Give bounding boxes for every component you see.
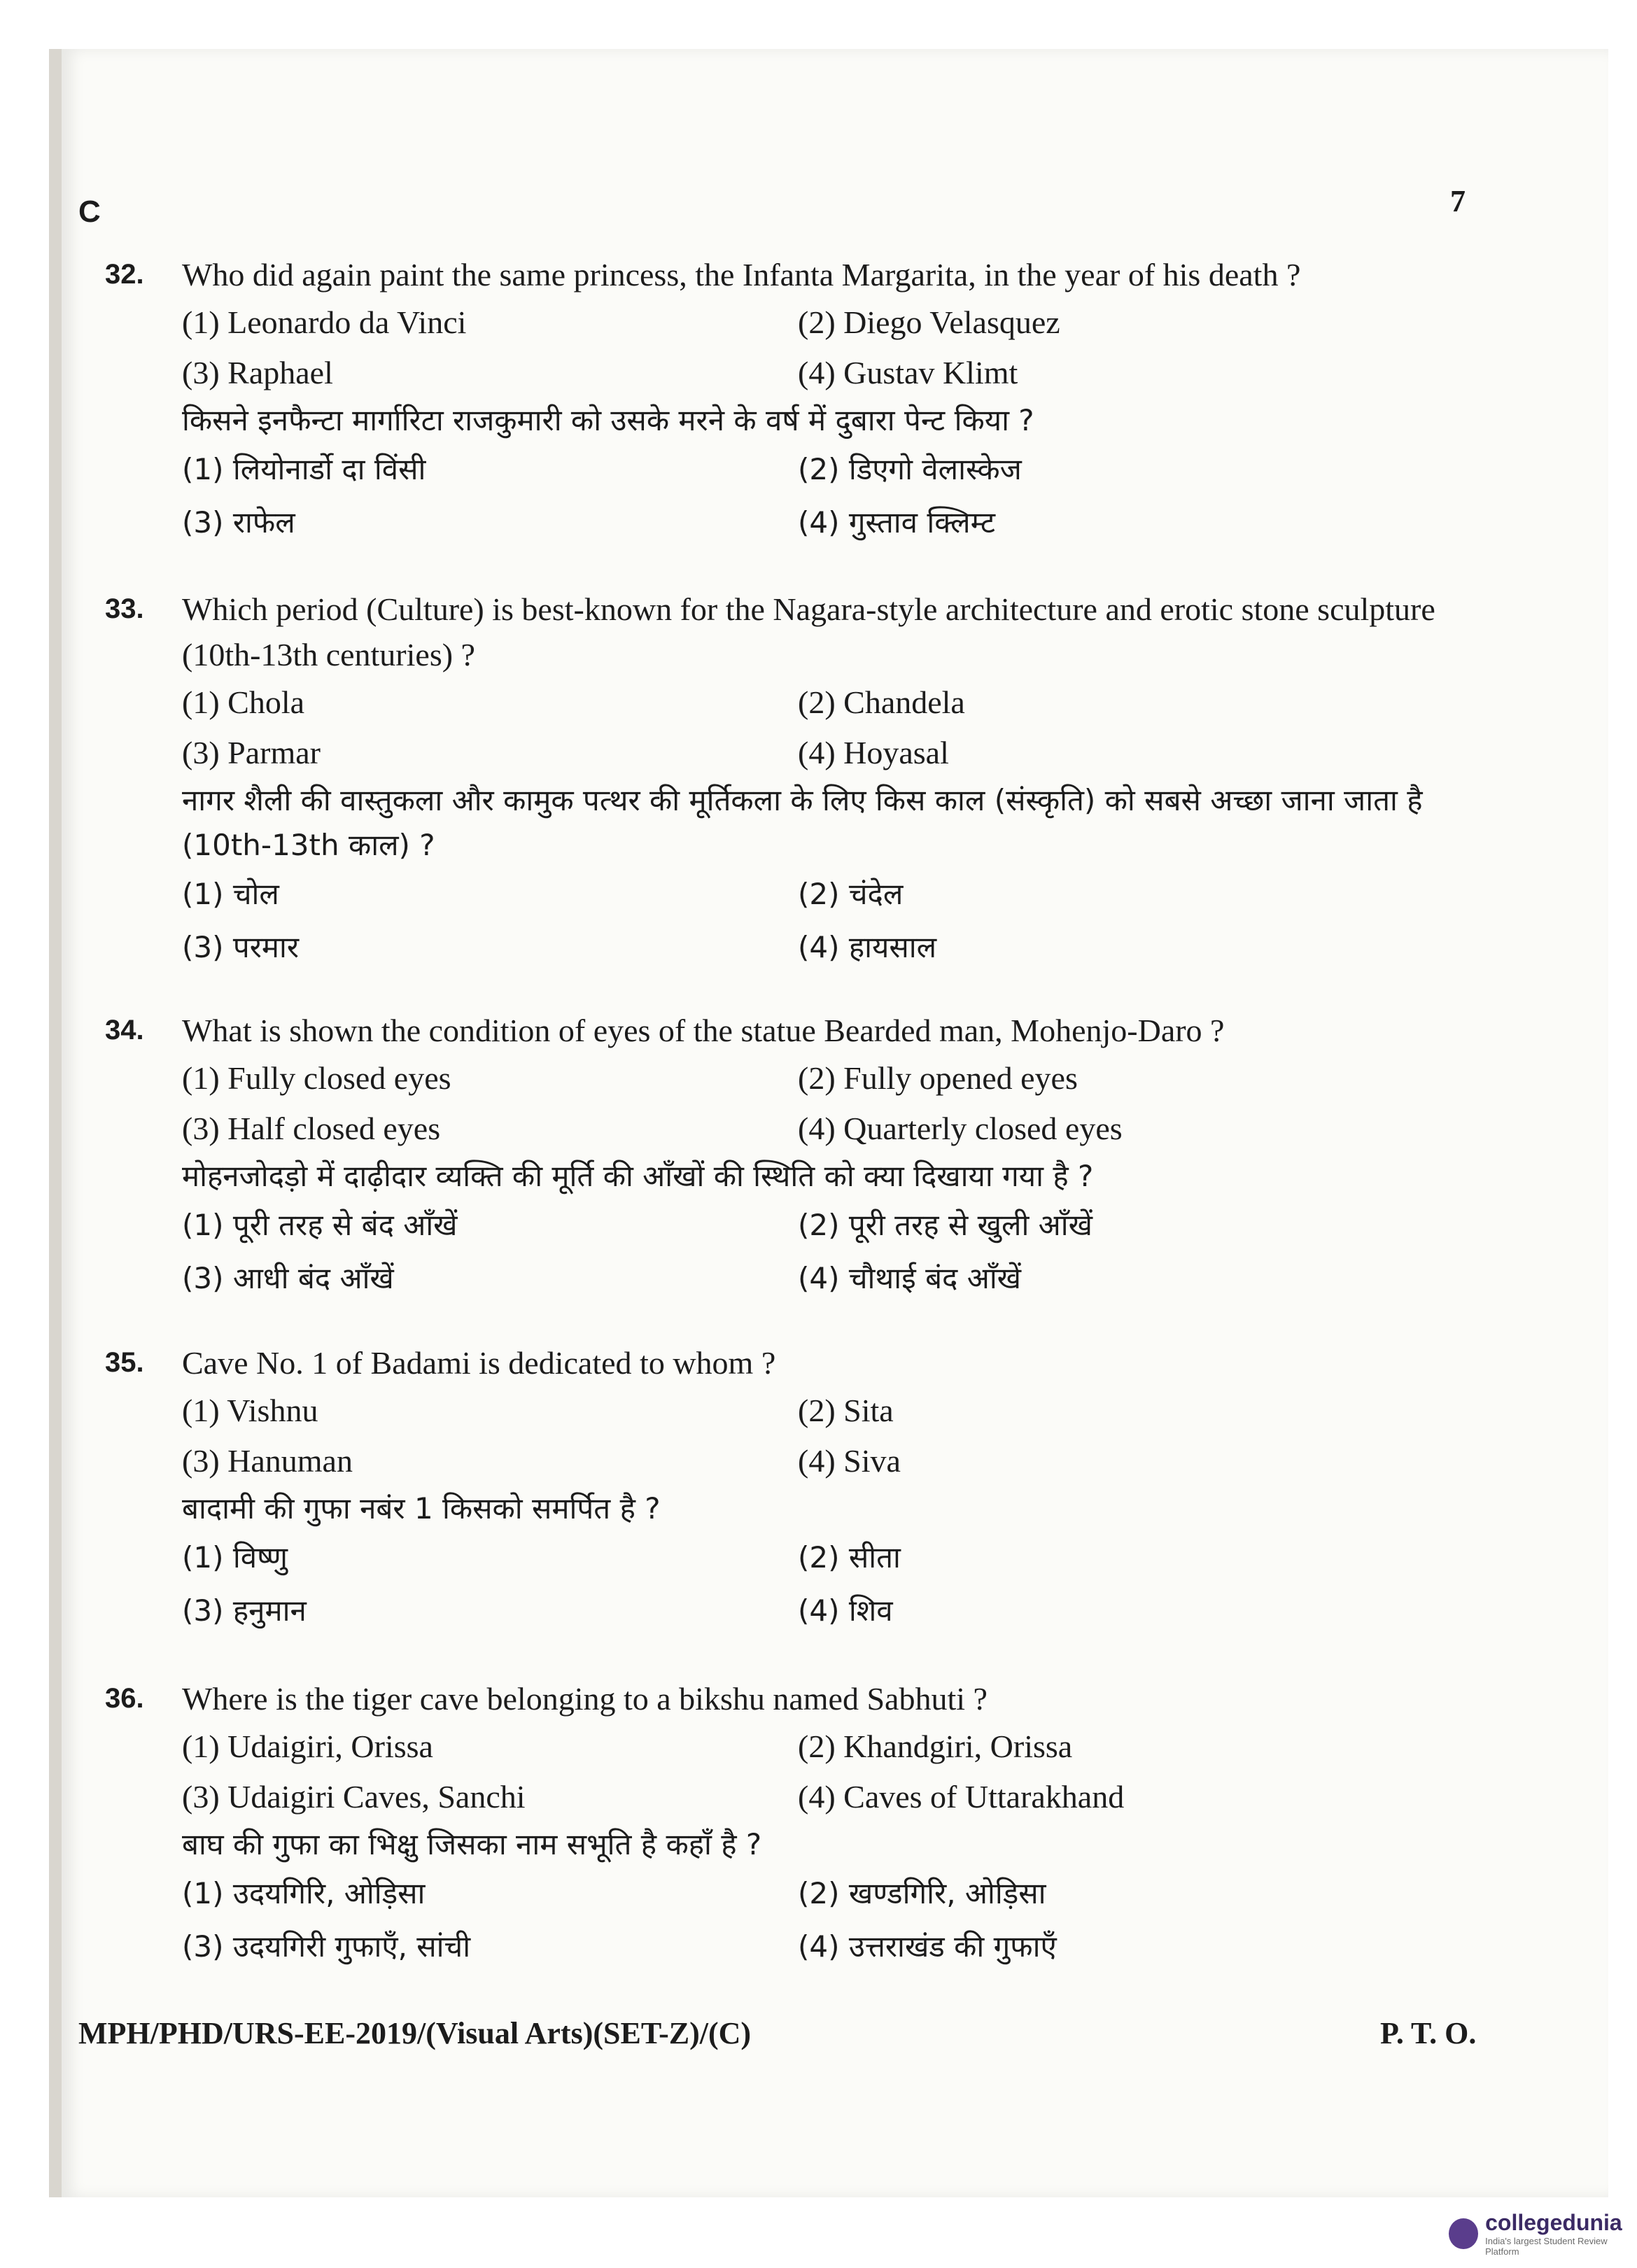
- option: (1) Leonardo da Vinci: [182, 304, 467, 340]
- option: (2) खण्डगिरि, ओड़िसा: [798, 1876, 1046, 1910]
- option: (3) राफेल: [182, 505, 295, 540]
- option: (2) सीता: [798, 1540, 901, 1575]
- question-text-en: Where is the tiger cave belonging to a bikshu named Sabhuti ?: [182, 1681, 988, 1717]
- pto-label: P. T. O.: [1380, 2016, 1477, 2050]
- question-33: [105, 586, 1477, 974]
- options-hi: [105, 1531, 1477, 1637]
- option: (3) आधी बंद आँखें: [182, 1261, 394, 1295]
- option: (1) उदयगिरि, ओड़िसा: [182, 1876, 426, 1910]
- option: (4) Gustav Klimt: [798, 355, 1018, 390]
- option: (4) हायसाल: [798, 930, 937, 964]
- option: (2) डिएगो वेलास्केज: [798, 452, 1022, 486]
- question-text-hi: किसने इनफैन्टा मार्गारिटा राजकुमारी को उसके मरने के वर्ष में दुबारा पेन्ट किया ?: [182, 403, 1034, 437]
- options-hi: [105, 1199, 1477, 1305]
- option: (1) Fully closed eyes: [182, 1060, 451, 1096]
- option: (4) चौथाई बंद आँखें: [798, 1261, 1021, 1295]
- option: (4) Hoyasal: [798, 735, 949, 770]
- question-text-en: Who did again paint the same princess, the Infanta Margarita, in the year of his death ?: [182, 257, 1301, 293]
- option: (3) परमार: [182, 930, 300, 964]
- question-text-hi: मोहनजोदड़ो में दाढ़ीदार व्यक्ति की मूर्ति की आँखों की स्थिति को क्या दिखाया गया है ?: [182, 1159, 1094, 1193]
- option: (4) Quarterly closed eyes: [798, 1111, 1123, 1146]
- options-hi: [105, 443, 1477, 549]
- option: (2) Khandgiri, Orissa: [798, 1728, 1073, 1764]
- question-number: 34.: [105, 1015, 144, 1045]
- option: (3) Hanuman: [182, 1443, 353, 1479]
- paper-code: MPH/PHD/URS-EE-2019/(Visual Arts)(SET-Z)/(C): [78, 2016, 752, 2050]
- question-number: 35.: [105, 1347, 144, 1378]
- question-text-hi: बादामी की गुफा नबंर 1 किसको समर्पित है ?: [182, 1491, 661, 1526]
- question-text-en: What is shown the condition of eyes of the statue Bearded man, Mohenjo-Daro ?: [182, 1013, 1225, 1048]
- option: (3) उदयगिरी गुफाएँ, सांची: [182, 1929, 471, 1964]
- question-number: 33.: [105, 593, 144, 624]
- option: (4) Siva: [798, 1443, 901, 1479]
- option: (1) पूरी तरह से बंद आँखें: [182, 1208, 458, 1242]
- question-text-en: Cave No. 1 of Badami is dedicated to whom ?: [182, 1345, 776, 1381]
- option: (3) Raphael: [182, 355, 333, 390]
- option: (1) Udaigiri, Orissa: [182, 1728, 433, 1764]
- options-en: [105, 677, 1477, 778]
- option: (1) विष्णु: [182, 1540, 288, 1575]
- question-text-en: Which period (Culture) is best-known for the Nagara-style architecture and erotic stone sculpture (10th-13th centuries) ?: [182, 591, 1435, 672]
- mascot-icon: [1449, 2218, 1478, 2249]
- watermark-logo: [1449, 2210, 1637, 2257]
- page-number: 7: [1450, 184, 1466, 218]
- option: (1) Vishnu: [182, 1393, 318, 1428]
- options-en: [105, 297, 1477, 398]
- question-34: [105, 1008, 1477, 1305]
- option: (4) Caves of Uttarakhand: [798, 1779, 1125, 1815]
- watermark-name: collegedunia: [1485, 2210, 1622, 2235]
- question-text-hi: नागर शैली की वास्तुकला और कामुक पत्थर की मूर्तिकला के लिए किस काल (संस्कृति) को सबसे अच्छा जाना जाता है (10th-13th काल) ?: [182, 783, 1423, 862]
- question-32: [105, 252, 1477, 549]
- option: (1) चोल: [182, 877, 279, 911]
- option: (1) Chola: [182, 684, 305, 720]
- options-en: [105, 1721, 1477, 1822]
- question-number: 32.: [105, 259, 144, 290]
- set-letter: C: [78, 195, 101, 229]
- question-text-hi: बाघ की गुफा का भिक्षु जिसका नाम सभूति है कहाँ है ?: [182, 1827, 762, 1861]
- option: (3) हनुमान: [182, 1593, 307, 1628]
- option: (4) उत्तराखंड की गुफाएँ: [798, 1929, 1057, 1964]
- option: (4) गुस्ताव क्लिम्ट: [798, 505, 996, 540]
- options-en: [105, 1053, 1477, 1154]
- options-hi: [105, 1867, 1477, 1973]
- option: (2) चंदेल: [798, 877, 904, 911]
- question-number: 36.: [105, 1683, 144, 1714]
- option: (2) पूरी तरह से खुली आँखें: [798, 1208, 1092, 1242]
- options-hi: [105, 868, 1477, 974]
- question-35: [105, 1340, 1477, 1637]
- question-36: [105, 1676, 1477, 1973]
- option: (1) लियोनार्डो दा विंसी: [182, 452, 426, 486]
- option: (3) Parmar: [182, 735, 321, 770]
- options-en: [105, 1386, 1477, 1486]
- option: (2) Sita: [798, 1393, 894, 1428]
- option: (2) Fully opened eyes: [798, 1060, 1078, 1096]
- option: (3) Udaigiri Caves, Sanchi: [182, 1779, 526, 1815]
- watermark-tagline: India's largest Student Review Platform: [1485, 2236, 1608, 2257]
- option: (2) Chandela: [798, 684, 965, 720]
- option: (2) Diego Velasquez: [798, 304, 1060, 340]
- option: (3) Half closed eyes: [182, 1111, 441, 1146]
- option: (4) शिव: [798, 1593, 893, 1628]
